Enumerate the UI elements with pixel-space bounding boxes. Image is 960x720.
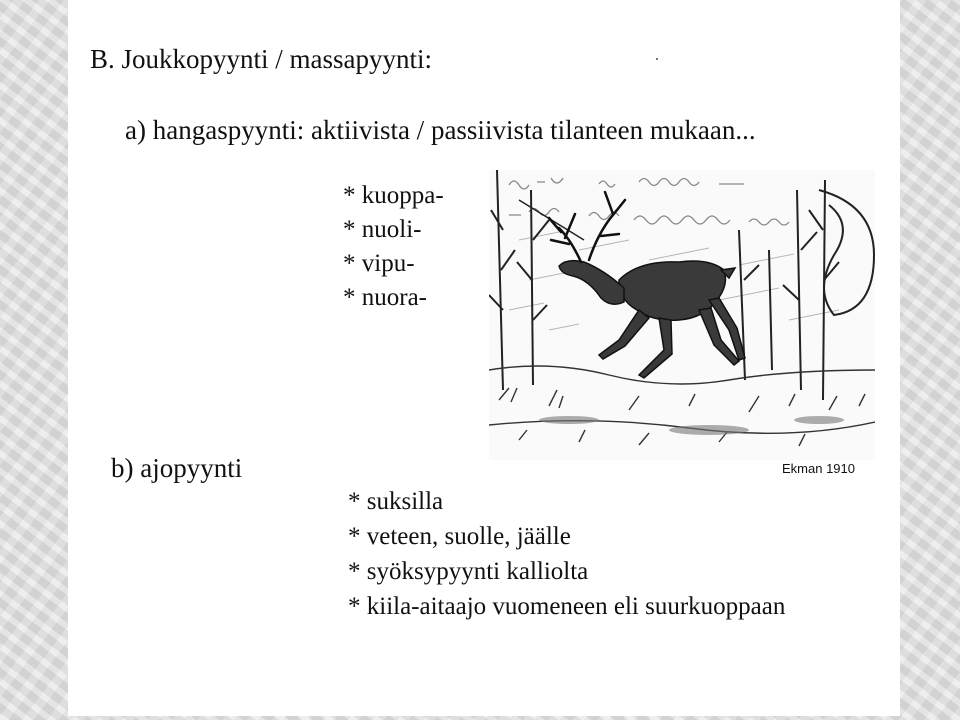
page-title: B. Joukkopyynti / massapyynti: [90, 44, 433, 74]
reindeer-drawing [489, 170, 875, 460]
list-item: * veteen, suolle, jäälle [348, 523, 571, 550]
slide-page [68, 0, 900, 716]
section-b-heading: b) ajopyynti [111, 453, 243, 483]
speck [656, 58, 658, 60]
list-item: * kuoppa- [343, 182, 444, 209]
section-a-heading: a) hangaspyynti: aktiivista / passiivista tilanteen mukaan... [125, 115, 756, 145]
list-item: * kiila-aitaajo vuomeneen eli suurkuoppaan [348, 593, 786, 620]
section-b-list [348, 484, 785, 624]
list-item: * vipu- [343, 250, 415, 277]
section-a-list [343, 179, 444, 315]
list-item: * syöksypyynti kalliolta [348, 558, 589, 585]
list-item: * suksilla [348, 488, 444, 515]
list-item: * nuora- [343, 284, 427, 311]
list-item: * nuoli- [343, 216, 422, 243]
image-credit: Ekman 1910 [782, 461, 855, 476]
reindeer-illustration [489, 170, 875, 460]
